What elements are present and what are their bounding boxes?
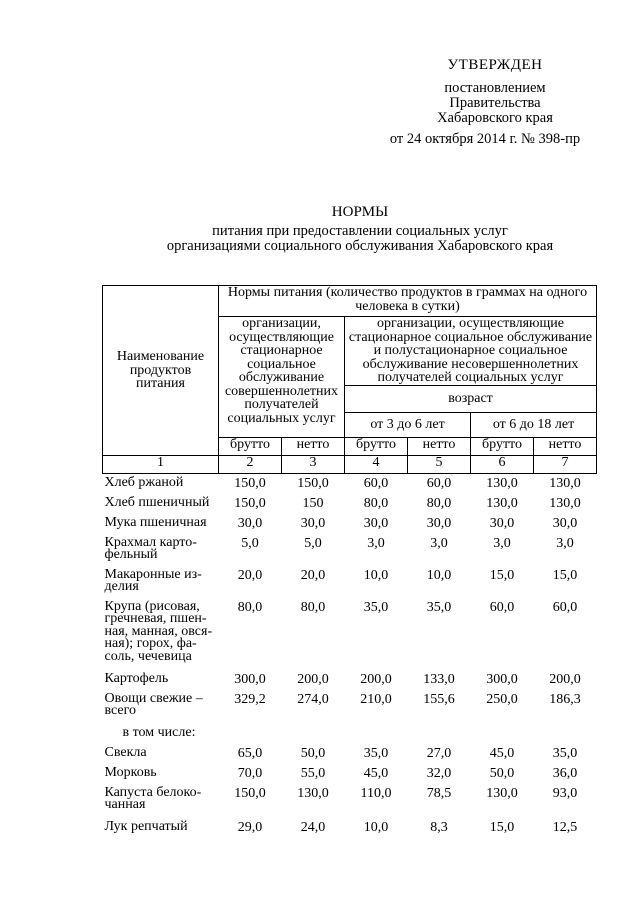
header-age: возраст <box>345 386 597 413</box>
norm-value: 80,0 <box>363 495 389 511</box>
column-number: 7 <box>534 456 597 474</box>
document-subtitle <box>0 224 640 254</box>
column-number: 5 <box>408 456 471 474</box>
table-row <box>103 494 597 514</box>
norm-value: 80,0 <box>426 495 452 511</box>
table-row <box>103 598 597 670</box>
product-name: Лук репчатый <box>104 818 188 834</box>
norm-value <box>345 724 408 744</box>
document-title: НОРМЫ <box>331 204 389 220</box>
approval-line: Правительства <box>449 95 541 111</box>
norm-value: 10,0 <box>426 567 452 583</box>
header-age-6-18: от 6 до 18 лет <box>471 413 597 438</box>
product-name: Капуста белоко- чанная <box>104 784 202 812</box>
norm-value: 155,6 <box>423 691 455 707</box>
norm-value: 30,0 <box>552 515 578 531</box>
norm-value: 32,0 <box>426 765 452 781</box>
subtitle-line: питания при предоставлении социальных услуг <box>212 223 508 239</box>
table-row <box>103 670 597 690</box>
norm-value: 3,0 <box>430 535 448 551</box>
norm-value: 60,0 <box>363 476 389 491</box>
norm-value: 12,5 <box>552 819 578 835</box>
table-row <box>103 534 597 566</box>
norm-value: 130,0 <box>486 495 518 511</box>
norm-value: 130,0 <box>297 785 329 801</box>
product-name: Картофель <box>104 670 169 686</box>
norm-value: 80,0 <box>300 599 326 615</box>
norm-value: 110,0 <box>360 785 392 801</box>
norm-value <box>282 724 345 744</box>
norm-value: 300,0 <box>234 671 266 687</box>
norm-value <box>219 724 282 744</box>
norm-value: 130,0 <box>486 785 518 801</box>
column-number: 4 <box>345 456 408 474</box>
norm-value: 30,0 <box>489 515 515 531</box>
approval-block <box>390 58 600 147</box>
norm-value: 65,0 <box>237 745 263 761</box>
header-netto: нетто <box>534 438 597 456</box>
norm-value: 29,0 <box>237 819 263 835</box>
product-name: Хлеб ржаной <box>104 475 184 490</box>
table-row <box>103 764 597 784</box>
norm-value: 50,0 <box>300 745 326 761</box>
norm-value <box>408 724 471 744</box>
product-name: Крахмал карто- фельный <box>104 534 197 562</box>
column-number: 3 <box>282 456 345 474</box>
norm-value <box>471 724 534 744</box>
norm-value: 5,0 <box>241 535 259 551</box>
norm-value: 15,0 <box>489 567 515 583</box>
table-row <box>103 474 597 494</box>
product-name: Крупа (рисовая, гречневая, пшен- ная, манная, овся- ная); горох, фа- соль, чечевица <box>104 598 213 664</box>
table-row <box>103 690 597 724</box>
header-netto: нетто <box>408 438 471 456</box>
norm-value: 186,3 <box>549 691 581 707</box>
product-name: Свекла <box>104 744 147 760</box>
header-brutto: брутто <box>345 438 408 456</box>
norm-value: 35,0 <box>552 745 578 761</box>
header-norms-group: Нормы питания (количество продуктов в граммах на одного человека в сутки) <box>219 286 597 317</box>
table-row <box>103 784 597 818</box>
column-number: 6 <box>471 456 534 474</box>
norm-value: 210,0 <box>360 691 392 707</box>
norm-value: 80,0 <box>237 599 263 615</box>
header-age-3-6: от 3 до 6 лет <box>345 413 471 438</box>
norm-value: 70,0 <box>237 765 263 781</box>
norm-value: 5,0 <box>304 535 322 551</box>
norm-value: 274,0 <box>297 691 329 707</box>
table-row <box>103 818 597 838</box>
table-row <box>103 724 597 744</box>
norm-value: 15,0 <box>552 567 578 583</box>
norm-value: 200,0 <box>297 671 329 687</box>
norm-value: 45,0 <box>489 745 515 761</box>
norm-value: 130,0 <box>549 495 581 511</box>
column-number: 1 <box>103 456 219 474</box>
norm-value: 3,0 <box>556 535 574 551</box>
norm-value: 3,0 <box>367 535 385 551</box>
table-row <box>103 514 597 534</box>
norm-value: 133,0 <box>423 671 455 687</box>
norm-value: 45,0 <box>363 765 389 781</box>
header-brutto: брутто <box>219 438 282 456</box>
approval-date: от 24 октября 2014 г. № 398-пр <box>389 131 581 147</box>
norm-value: 3,0 <box>493 535 511 551</box>
product-name: Морковь <box>104 764 157 780</box>
norm-value: 35,0 <box>426 599 452 615</box>
norms-table <box>102 285 597 838</box>
subtitle-line: организациями социального обслуживания Хабаровского края <box>166 238 554 254</box>
product-name: в том числе: <box>122 724 196 740</box>
norm-value: 150 <box>302 495 324 511</box>
norm-value: 30,0 <box>426 515 452 531</box>
norm-value: 78,5 <box>426 785 452 801</box>
approval-line: постановлением <box>444 80 546 96</box>
norm-value: 24,0 <box>300 819 326 835</box>
product-name: Макаронные из- делия <box>104 566 202 594</box>
column-number: 2 <box>219 456 282 474</box>
norm-value: 130,0 <box>486 476 518 491</box>
norm-value: 35,0 <box>363 745 389 761</box>
product-name: Мука пшеничная <box>104 514 207 530</box>
header-adult-orgs: организации, осуществляющие стационарное социальное обслуживание совершеннолетних получателей социальных услуг <box>219 317 345 438</box>
norm-value: 30,0 <box>363 515 389 531</box>
norm-value: 30,0 <box>237 515 263 531</box>
norm-value: 329,2 <box>234 691 266 707</box>
norm-value: 300,0 <box>486 671 518 687</box>
norm-value: 60,0 <box>552 599 578 615</box>
table-row <box>103 744 597 764</box>
approval-line: Хабаровского края <box>437 110 553 126</box>
product-name: Овощи свежие – всего <box>104 690 203 718</box>
header-netto: нетто <box>282 438 345 456</box>
norm-value: 150,0 <box>297 476 329 491</box>
norm-value: 60,0 <box>489 599 515 615</box>
column-numbers-row <box>103 456 597 474</box>
norm-value <box>534 724 597 744</box>
norm-value: 27,0 <box>426 745 452 761</box>
table-row <box>103 566 597 598</box>
norm-value: 150,0 <box>234 785 266 801</box>
header-minor-orgs: организации, осуществляющие стационарное социальное обслуживание и полустационарное социальное обслуживание несовершеннолетних получателей социальных услуг <box>345 317 597 386</box>
table-body <box>103 474 597 838</box>
norm-value: 10,0 <box>363 567 389 583</box>
norm-value: 200,0 <box>360 671 392 687</box>
norm-value: 130,0 <box>549 476 581 491</box>
norm-value: 30,0 <box>300 515 326 531</box>
norm-value: 250,0 <box>486 691 518 707</box>
header-product-name: Наименование продуктов питания <box>103 286 219 456</box>
norm-value: 150,0 <box>234 476 266 491</box>
norm-value: 35,0 <box>363 599 389 615</box>
norm-value: 150,0 <box>234 495 266 511</box>
norm-value: 10,0 <box>363 819 389 835</box>
norm-value: 8,3 <box>430 819 448 835</box>
norm-value: 36,0 <box>552 765 578 781</box>
norm-value: 200,0 <box>549 671 581 687</box>
norm-value: 93,0 <box>552 785 578 801</box>
norm-value: 20,0 <box>300 567 326 583</box>
product-name: Хлеб пшеничный <box>104 494 210 510</box>
norm-value: 20,0 <box>237 567 263 583</box>
norm-value: 15,0 <box>489 819 515 835</box>
norm-value: 50,0 <box>489 765 515 781</box>
header-brutto: брутто <box>471 438 534 456</box>
norm-value: 60,0 <box>426 476 452 491</box>
norm-value: 55,0 <box>300 765 326 781</box>
approval-title: УТВЕРЖДЕН <box>447 57 543 73</box>
